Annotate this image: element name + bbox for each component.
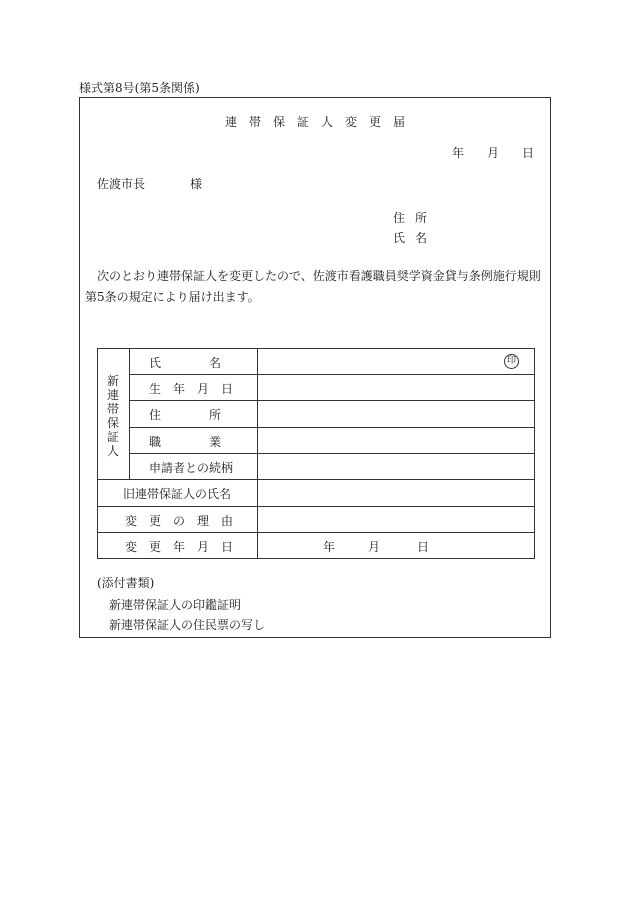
row-label-relationship: 申請者との続柄	[149, 461, 234, 475]
attachment-item: 新連帯保証人の住民票の写し	[109, 618, 266, 632]
new-guarantor-group-label: 新 連 帯 保 証 人	[106, 374, 119, 458]
row-label-name: 氏 名	[149, 356, 222, 370]
row-label-change-date: 変 更 年 月 日	[125, 540, 234, 554]
attachment-item: 新連帯保証人の印鑑証明	[109, 598, 242, 612]
guarantor-table	[97, 348, 535, 559]
change-date-year: 年	[323, 540, 336, 554]
seal-mark: 印	[504, 354, 519, 369]
date-year-label: 年	[452, 146, 465, 160]
attachments-heading: (添付書類)	[97, 576, 155, 590]
honorific: 様	[190, 177, 203, 191]
date-month-label: 月	[487, 146, 500, 160]
applicant-address-label: 住所	[393, 211, 438, 225]
body-text: 次のとおり連帯保証人を変更したので、佐渡市看護職員奨学資金貸与条例施行規則第5条の規定により届け出ます。	[85, 269, 541, 304]
row-label-old-guarantor: 旧連帯保証人の氏名	[123, 487, 232, 501]
row-label-address: 住 所	[149, 408, 222, 422]
change-date-day: 日	[417, 540, 430, 554]
date-day-label: 日	[522, 146, 535, 160]
change-date-month: 月	[368, 540, 381, 554]
row-label-change-reason: 変 更 の 理 由	[125, 514, 234, 528]
document-title: 連帯保証人変更届	[224, 115, 417, 129]
row-label-birthdate: 生 年 月 日	[149, 382, 234, 396]
applicant-name-label: 氏名	[393, 231, 438, 245]
form-number: 様式第8号(第5条関係)	[79, 81, 200, 95]
row-label-occupation: 職 業	[149, 435, 222, 449]
addressee: 佐渡市長	[97, 177, 146, 191]
